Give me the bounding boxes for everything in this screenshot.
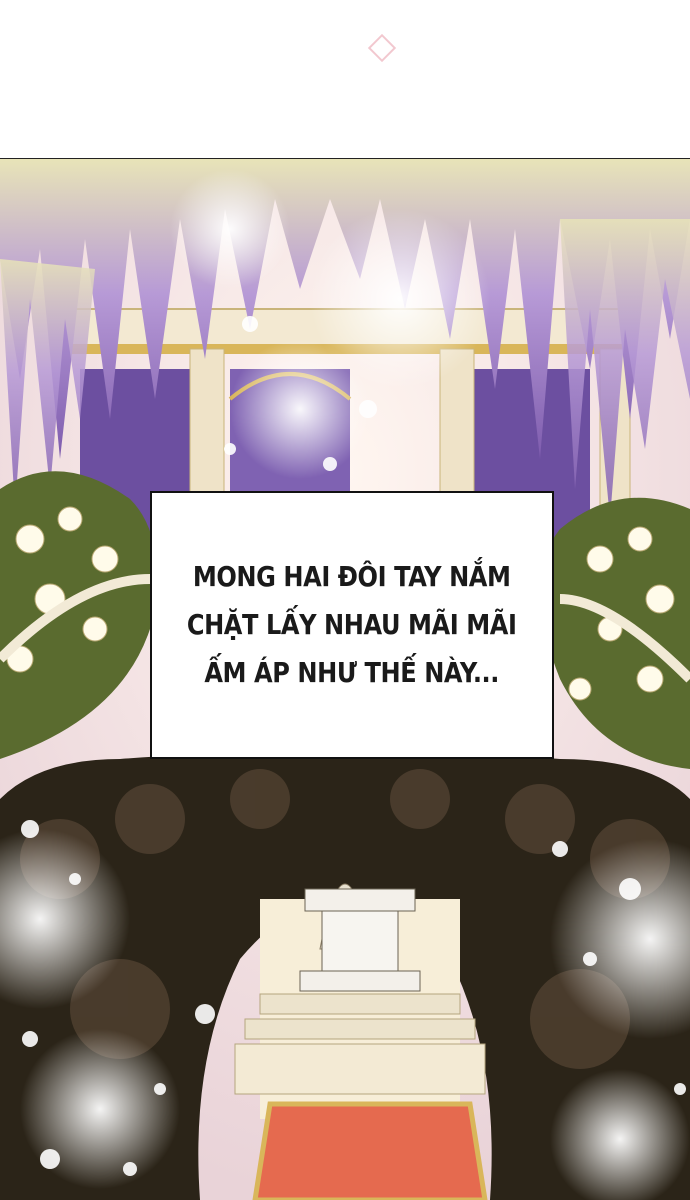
top-margin	[0, 0, 690, 158]
comic-panel	[0, 158, 690, 1200]
narration-line-3: ẤM ÁP NHƯ THẾ NÀY...	[204, 656, 500, 689]
narration-line-1: MONG HAI ĐÔI TAY NẮM	[193, 560, 511, 593]
narration-text	[187, 553, 517, 697]
narration-box	[150, 491, 554, 759]
fountain	[235, 884, 485, 1119]
sparkle-icon	[368, 34, 396, 62]
narration-line-2: CHẶT LẤY NHAU MÃI MÃI	[187, 608, 517, 641]
red-carpet	[255, 1104, 485, 1200]
